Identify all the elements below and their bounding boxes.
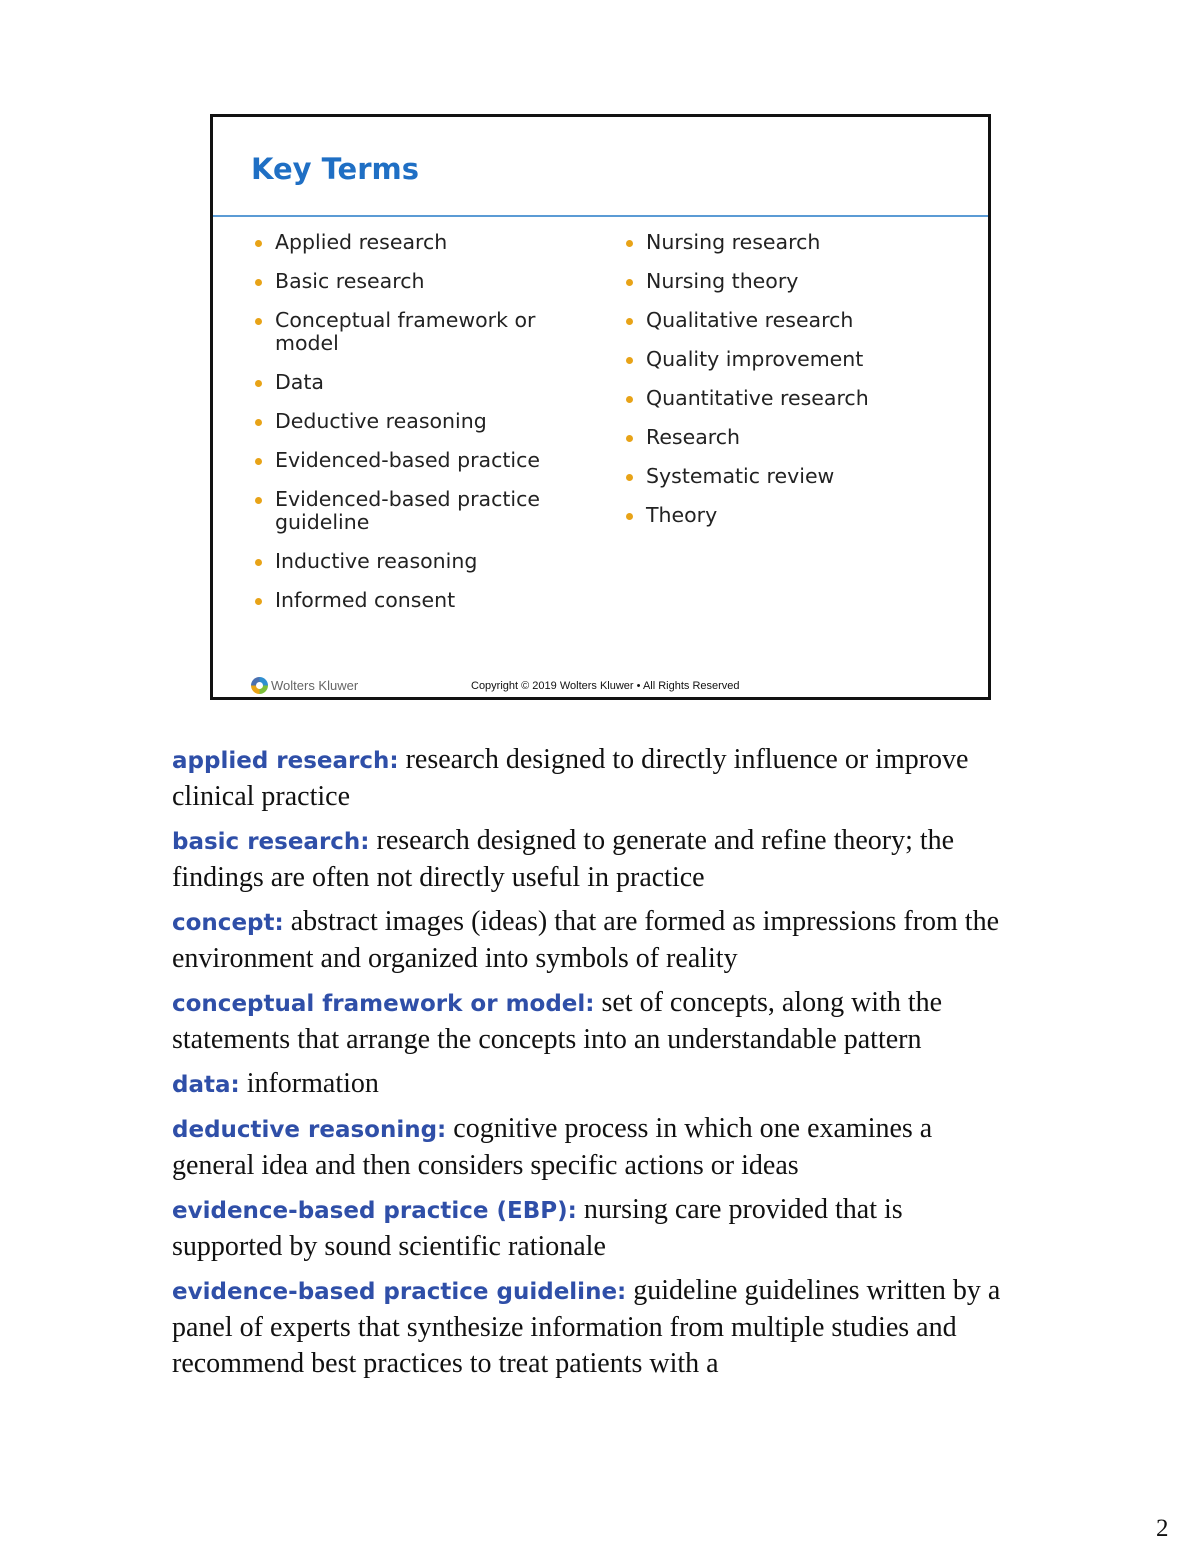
glossary-term: data: xyxy=(172,1072,240,1098)
bullet-icon xyxy=(626,357,633,364)
bullet-icon xyxy=(626,396,633,403)
glossary-entry xyxy=(172,985,1012,1058)
publisher-logo xyxy=(251,677,358,694)
page-number: 2 xyxy=(1156,1515,1169,1542)
slide-title: Key Terms xyxy=(251,152,420,186)
key-term-item xyxy=(622,231,962,254)
title-divider xyxy=(213,215,988,217)
glossary-definition: cognitive process in which one examines a general idea and then considers specific actions or ideas xyxy=(172,1113,933,1181)
bullet-icon xyxy=(626,318,633,325)
glossary-term: deductive reasoning: xyxy=(172,1117,447,1143)
key-term-item xyxy=(251,488,571,534)
key-term-item xyxy=(251,410,571,433)
key-term-item xyxy=(251,550,571,573)
key-term-item xyxy=(251,371,571,394)
glossary-entry xyxy=(172,1273,1012,1382)
bullet-icon xyxy=(626,240,633,247)
key-term-item xyxy=(622,426,962,449)
key-term-item xyxy=(251,270,571,293)
glossary-term: evidence-based practice (EBP): xyxy=(172,1198,577,1224)
key-terms-left-column xyxy=(251,231,571,628)
key-term-item xyxy=(622,348,962,371)
key-term-text: Basic research xyxy=(275,269,425,293)
key-term-text: Nursing research xyxy=(646,230,821,254)
glossary-term: basic research: xyxy=(172,829,370,855)
key-term-text: Data xyxy=(275,370,324,394)
key-term-item xyxy=(251,589,571,612)
key-term-item xyxy=(251,449,571,472)
key-term-text: Deductive reasoning xyxy=(275,409,487,433)
glossary-definition: abstract images (ideas) that are formed as impressions from the environment and organized into symbols of reality xyxy=(172,906,1000,974)
key-term-text: Research xyxy=(646,425,741,449)
bullet-icon xyxy=(255,240,262,247)
bullet-icon xyxy=(255,380,262,387)
key-term-item xyxy=(622,504,962,527)
glossary-entry xyxy=(172,1111,1012,1184)
bullet-icon xyxy=(255,318,262,325)
copyright-notice: Copyright © 2019 Wolters Kluwer • All Rights Reserved xyxy=(471,680,740,692)
key-term-item xyxy=(622,465,962,488)
glossary-term: concept: xyxy=(172,910,284,936)
bullet-icon xyxy=(626,279,633,286)
glossary-entry xyxy=(172,742,1012,815)
bullet-icon xyxy=(626,513,633,520)
bullet-icon xyxy=(255,458,262,465)
glossary xyxy=(172,742,1012,1390)
glossary-entry xyxy=(172,904,1012,977)
glossary-definition: research designed to directly influence or improve clinical practice xyxy=(172,744,969,812)
bullet-icon xyxy=(255,279,262,286)
key-term-text: Nursing theory xyxy=(646,269,799,293)
key-term-text: Qualitative research xyxy=(646,308,854,332)
key-term-text: Theory xyxy=(646,503,718,527)
glossary-entry xyxy=(172,823,1012,896)
key-term-text: Inductive reasoning xyxy=(275,549,478,573)
key-term-text: Conceptual framework or model xyxy=(275,308,536,355)
bullet-icon xyxy=(626,435,633,442)
bullet-icon xyxy=(255,497,262,504)
key-term-item xyxy=(622,270,962,293)
glossary-entry xyxy=(172,1192,1012,1265)
key-term-text: Quantitative research xyxy=(646,386,869,410)
glossary-definition: information xyxy=(239,1068,379,1099)
key-term-item xyxy=(251,231,571,254)
glossary-term: evidence-based practice guideline: xyxy=(172,1279,627,1305)
key-term-text: Evidenced-based practice xyxy=(275,448,540,472)
glossary-definition: set of concepts, along with the statements that arrange the concepts into an understandable pattern xyxy=(172,987,943,1055)
glossary-definition: guideline guidelines written by a panel of experts that synthesize information from multiple studies and recommend best practices to treat patients with a xyxy=(172,1275,1001,1379)
key-term-item xyxy=(251,309,571,355)
key-term-text: Systematic review xyxy=(646,464,835,488)
wolters-kluwer-logo-icon xyxy=(251,677,268,694)
bullet-icon xyxy=(626,474,633,481)
key-term-item xyxy=(622,387,962,410)
key-term-text: Informed consent xyxy=(275,588,456,612)
glossary-term: conceptual framework or model: xyxy=(172,991,595,1017)
glossary-term: applied research: xyxy=(172,748,399,774)
key-term-text: Applied research xyxy=(275,230,448,254)
logo-text: Wolters Kluwer xyxy=(271,678,359,693)
glossary-entry xyxy=(172,1066,1012,1103)
bullet-icon xyxy=(255,598,262,605)
key-terms-right-column xyxy=(622,231,962,543)
glossary-definition: nursing care provided that is supported by sound scientific rationale xyxy=(172,1194,903,1262)
key-term-item xyxy=(622,309,962,332)
key-term-text: Evidenced-based practice guideline xyxy=(275,487,540,534)
key-terms-slide xyxy=(210,114,991,700)
bullet-icon xyxy=(255,419,262,426)
key-term-text: Quality improvement xyxy=(646,347,864,371)
bullet-icon xyxy=(255,559,262,566)
glossary-definition: research designed to generate and refine theory; the findings are often not directly useful in practice xyxy=(172,825,955,893)
